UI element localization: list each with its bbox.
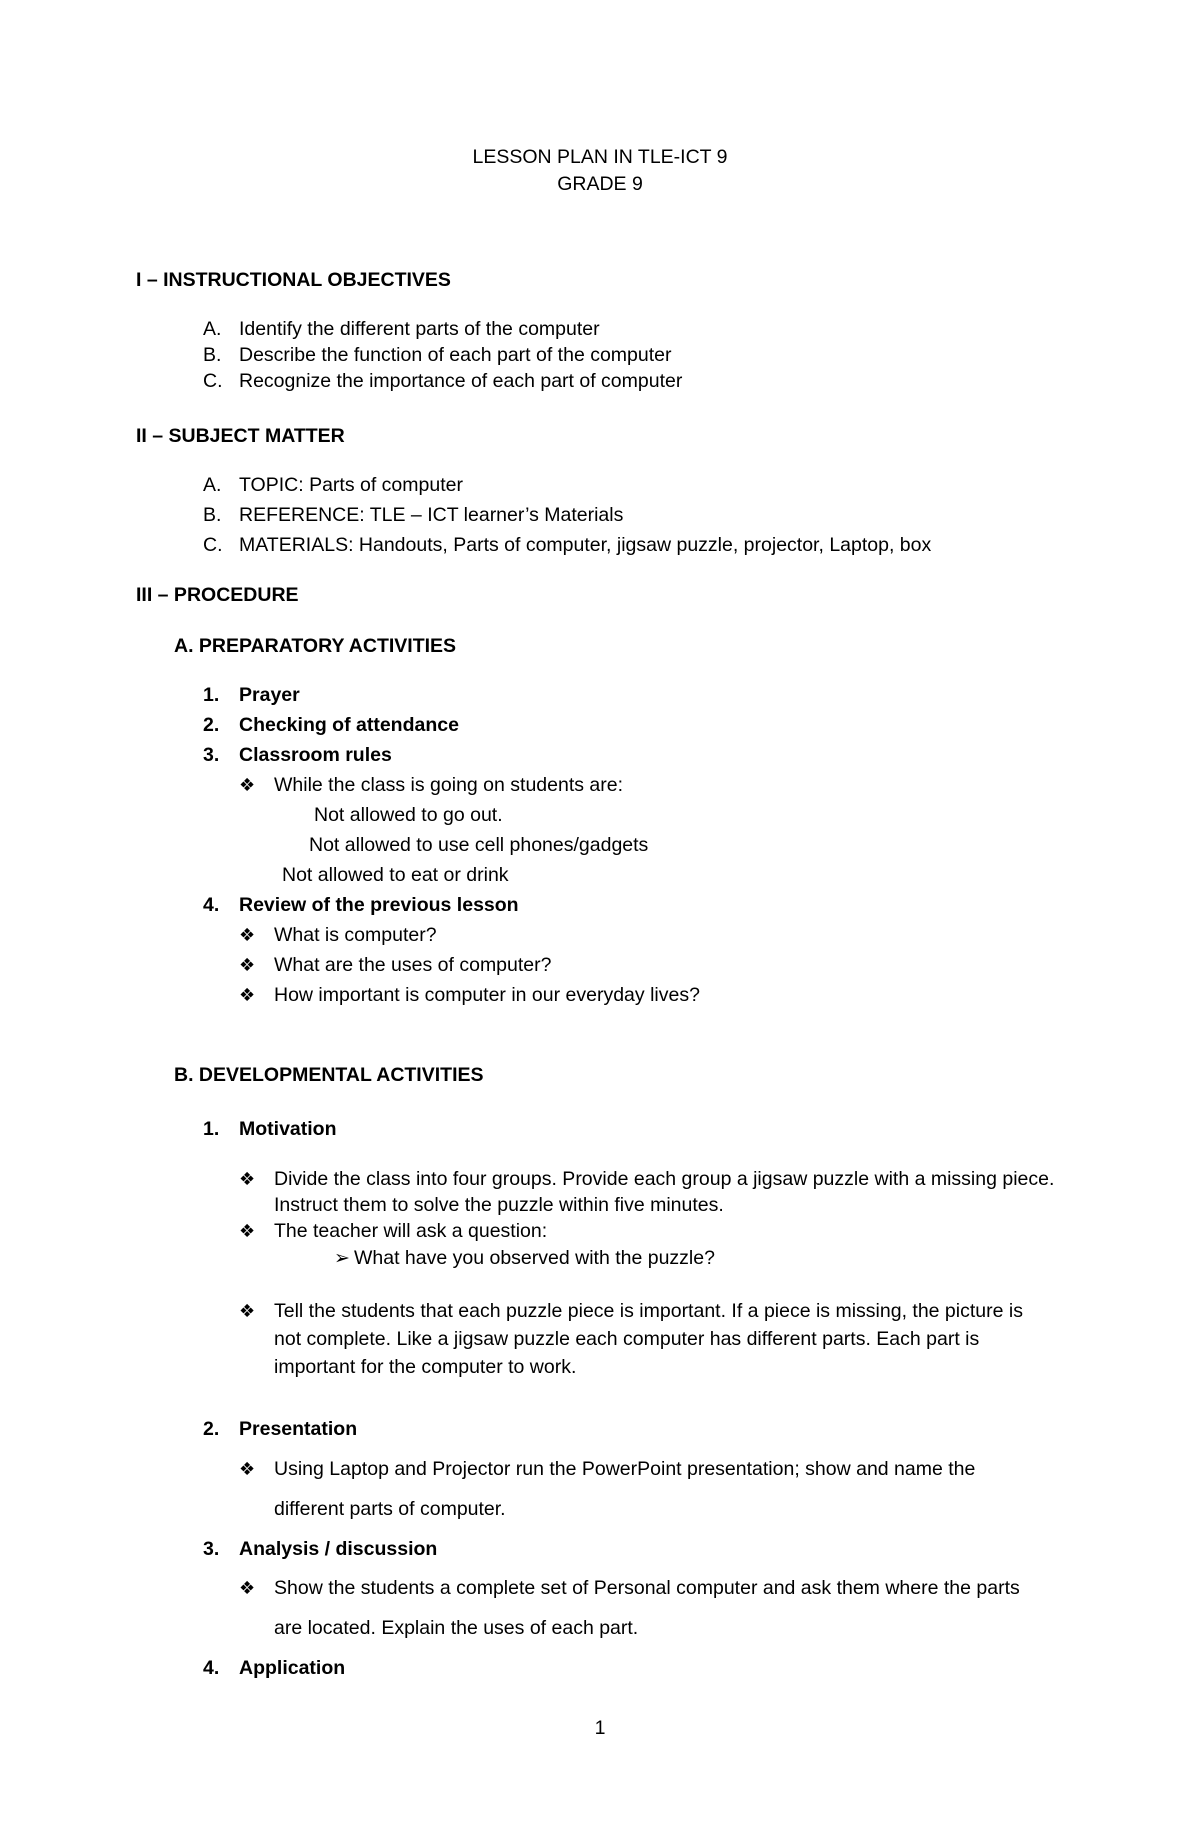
objective-text: Identify the different parts of the computer (239, 318, 600, 340)
objective-letter: C. (203, 370, 223, 392)
dev-item-number: 4. (203, 1657, 220, 1679)
subject-letter: C. (203, 534, 223, 556)
presentation-text: different parts of computer. (274, 1498, 506, 1520)
review-question: How important is computer in our everyday lives? (274, 984, 700, 1006)
prep-item-number: 1. (203, 684, 220, 706)
presentation-text: Using Laptop and Projector run the PowerPoint presentation; show and name the (274, 1458, 976, 1480)
rule-item: Not allowed to eat or drink (282, 864, 509, 886)
preparatory-heading: A. PREPARATORY ACTIVITIES (174, 635, 457, 657)
dev-item-motivation: Motivation (239, 1118, 337, 1140)
diamond-bullet-icon: ❖ (239, 925, 256, 945)
subject-letter: A. (203, 474, 222, 496)
section-procedure-heading: III – PROCEDURE (136, 584, 299, 606)
motivation-text: not complete. Like a jigsaw puzzle each computer has different parts. Each part is (274, 1328, 980, 1350)
prep-item-prayer: Prayer (239, 684, 300, 706)
review-question: What are the uses of computer? (274, 954, 552, 976)
document-title: LESSON PLAN IN TLE-ICT 9 (472, 146, 728, 168)
developmental-heading: B. DEVELOPMENTAL ACTIVITIES (174, 1064, 484, 1086)
subject-text: MATERIALS: Handouts, Parts of computer, jigsaw puzzle, projector, Laptop, box (239, 534, 932, 556)
objective-text: Recognize the importance of each part of computer (239, 370, 683, 392)
dev-item-number: 2. (203, 1418, 220, 1440)
diamond-bullet-icon: ❖ (239, 985, 256, 1005)
motivation-text: Divide the class into four groups. Provide each group a jigsaw puzzle with a missing piece. (274, 1168, 1055, 1190)
motivation-text: The teacher will ask a question: (274, 1220, 548, 1242)
dev-item-application: Application (239, 1657, 346, 1679)
subject-text: TOPIC: Parts of computer (239, 474, 463, 496)
diamond-bullet-icon: ❖ (239, 955, 256, 975)
dev-item-analysis: Analysis / discussion (239, 1538, 438, 1560)
analysis-text: Show the students a complete set of Personal computer and ask them where the parts (274, 1577, 1020, 1599)
diamond-bullet-icon: ❖ (239, 1578, 256, 1598)
subject-text: REFERENCE: TLE – ICT learner’s Materials (239, 504, 624, 526)
dev-item-presentation: Presentation (239, 1418, 358, 1440)
dev-item-number: 1. (203, 1118, 220, 1140)
rule-item: Not allowed to go out. (314, 804, 503, 826)
diamond-bullet-icon: ❖ (239, 1221, 256, 1241)
motivation-question: What have you observed with the puzzle? (354, 1247, 715, 1269)
analysis-text: are located. Explain the uses of each part. (274, 1617, 639, 1639)
subject-letter: B. (203, 504, 222, 526)
objective-letter: B. (203, 344, 222, 366)
dev-item-number: 3. (203, 1538, 220, 1560)
diamond-bullet-icon: ❖ (239, 1459, 256, 1479)
review-question: What is computer? (274, 924, 437, 946)
document-grade: GRADE 9 (557, 173, 643, 195)
prep-item-number: 3. (203, 744, 220, 766)
prep-item-number: 4. (203, 894, 220, 916)
motivation-text: Tell the students that each puzzle piece is important. If a piece is missing, the picture is (274, 1300, 1023, 1322)
rules-intro: While the class is going on students are: (274, 774, 624, 796)
section-objectives-heading: I – INSTRUCTIONAL OBJECTIVES (136, 269, 451, 291)
rule-item: Not allowed to use cell phones/gadgets (309, 834, 649, 856)
arrow-bullet-icon: ➢ (334, 1248, 350, 1269)
motivation-text: Instruct them to solve the puzzle within five minutes. (274, 1194, 724, 1216)
motivation-text: important for the computer to work. (274, 1356, 577, 1378)
objective-text: Describe the function of each part of the computer (239, 344, 672, 366)
objective-letter: A. (203, 318, 222, 340)
diamond-bullet-icon: ❖ (239, 1169, 256, 1189)
prep-item-attendance: Checking of attendance (239, 714, 459, 736)
diamond-bullet-icon: ❖ (239, 775, 256, 795)
prep-item-review: Review of the previous lesson (239, 894, 519, 916)
section-subject-heading: II – SUBJECT MATTER (136, 425, 345, 447)
page-number: 1 (594, 1717, 606, 1739)
prep-item-rules: Classroom rules (239, 744, 392, 766)
diamond-bullet-icon: ❖ (239, 1301, 256, 1321)
prep-item-number: 2. (203, 714, 220, 736)
